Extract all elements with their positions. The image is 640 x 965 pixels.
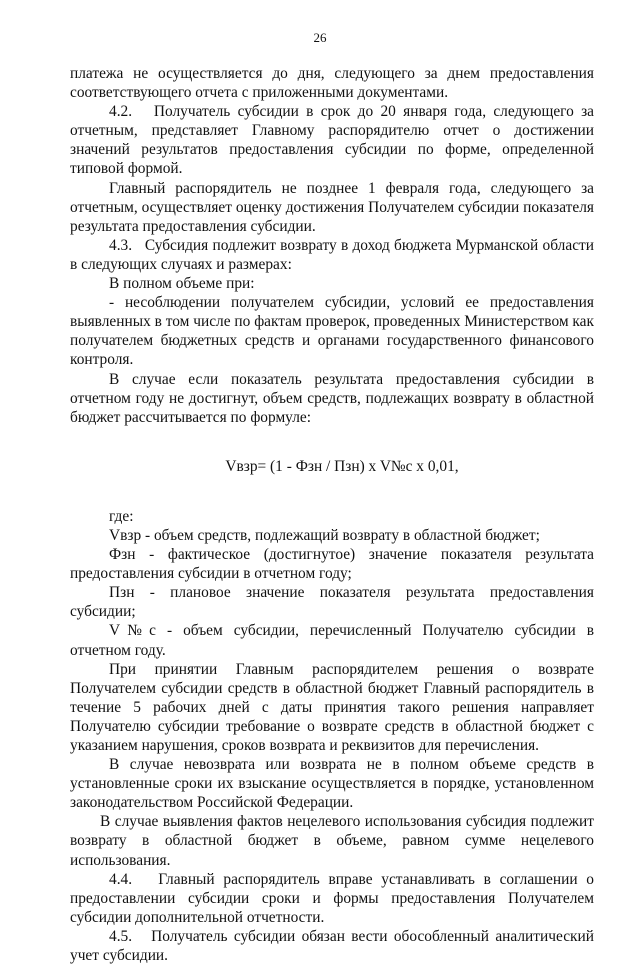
definition: V№c - объем субсидии, перечисленный Получателю субсидии в отчетном году. (70, 622, 594, 659)
definition: Пзн - плановое значение показателя результата предоставления субсидии; (70, 584, 594, 621)
list-item: - несоблюдении получателем субсидии, условий ее предоставления выявленных в том числе по фактам проверок, проведенных Министерством как получателем бюджетных средств и органами государственного финансового контроля. (70, 294, 594, 369)
paragraph-4-4: 4.4. Главный распорядитель вправе устанавливать в соглашении о предоставлении субсидии сроки и формы предоставления Получателем субсидии дополнительной отчетности. (70, 870, 594, 926)
paragraph: где: (109, 507, 134, 525)
paragraph: В случае выявления фактов нецелевого использования субсидия подлежит возврату в областной бюджет в объеме, равном сумме нецелевого использования. (70, 813, 594, 869)
definition: Фзн - фактическое (достигнутое) значение показателя результата предоставления субсидии в отчетном году; (70, 546, 594, 583)
document-body (70, 64, 594, 965)
paragraph: В полном объеме при: (109, 275, 255, 293)
formula: Vвзр= (1 - Фзн / Пзн) x V№c x 0,01, (225, 457, 459, 475)
paragraph: При принятии Главным распорядителем решения о возврате Получателем субсидии средств в областной бюджет Главный распорядитель в течение 5 рабочих дней с даты принятия такого решения направляет Получателю субсидии требование о возврате средств в областной бюджет с указанием нарушения, сроков возврата и реквизитов для перечисления. (70, 660, 594, 754)
definition: Vвзр - объем средств, подлежащий возврату в областной бюджет; (109, 526, 540, 544)
paragraph: Главный распорядитель не позднее 1 февраля года, следующего за отчетным, осуществляет оценку достижения Получателем субсидии показателя результата предоставления субсидии. (70, 179, 594, 235)
paragraph: В случае невозврата или возврата не в полном объеме средств в установленные сроки их взыскание осуществляется в порядке, установленном законодательством Российской Федерации. (70, 756, 594, 812)
paragraph: В случае если показатель результата предоставления субсидии в отчетном году не достигнут, объем средств, подлежащих возврату в областной бюджет рассчитывается по формуле: (70, 370, 594, 426)
page-number: 26 (313, 30, 327, 45)
paragraph: платежа не осуществляется до дня, следующего за днем предоставления соответствующего отчета с приложенными документами. (70, 65, 594, 102)
paragraph-4-3: 4.3. Субсидия подлежит возврату в доход бюджета Мурманской области в следующих случаях и размерах: (70, 236, 594, 273)
paragraph-4-2: 4.2. Получатель субсидии в срок до 20 января года, следующего за отчетным, представляет Главному распорядителю отчет о достижении значений результатов предоставления субсидии по форме, определенной типовой формой. (70, 103, 594, 178)
paragraph-4-5: 4.5. Получатель субсидии обязан вести обособленный аналитический учет субсидии. (70, 927, 594, 965)
